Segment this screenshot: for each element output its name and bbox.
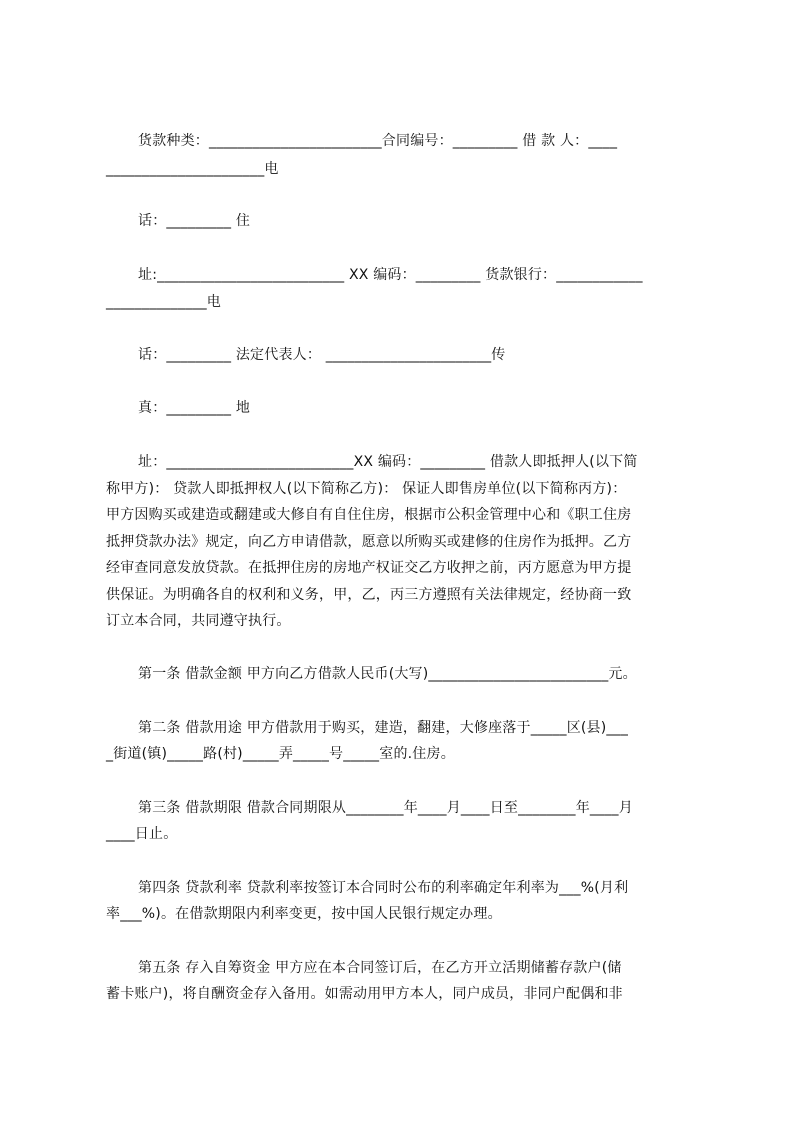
intro-line: 抵押贷款办法》规定，向乙方申请借款，愿意以所购买或建修的住房作为抵押。乙方 (106, 534, 632, 550)
article-4-rate: 第四条 贷款利率 贷款利率按签订本合同时公布的利率确定年利率为___%(月利 (138, 880, 629, 896)
field-loan-type-line: 货款种类：________________________合同编号：_________ 借 款 人：____ (138, 133, 618, 149)
intro-line: 经审查同意发放贷款。在抵押住房的房地产权证交乙方收押之前，丙方愿意为甲方提 (106, 560, 632, 576)
article-5-funds-cont: 蓄卡账户)，将自酬资金存入备用。如需动用甲方本人，同户成员，非同户配偶和非 (106, 986, 623, 1002)
field-bank-cont: ______________电 (106, 294, 221, 310)
intro-line: 订立本合同，共同遵守执行。 (106, 613, 291, 629)
article-3-term: 第三条 借款期限 借款合同期限从________年____月____日至________年____月 (138, 800, 633, 816)
field-legal-rep-line: 话：_________ 法定代表人： _______________________传 (138, 347, 506, 363)
article-4-rate-cont: 率___%)。在借款期限内利率变更，按中国人民银行规定办理。 (106, 906, 502, 922)
article-5-funds: 第五条 存入自筹资金 甲方应在本合同签订后，在乙方开立活期储蓄存款户(储 (138, 960, 622, 976)
article-2-purpose: 第二条 借款用途 甲方借款用于购买，建造，翻建，大修座落于_____区(县)___ (138, 720, 629, 736)
article-3-term-cont: ____日止。 (106, 826, 178, 842)
intro-line: 供保证。为明确各自的权利和义务，甲，乙，丙三方遵照有关法律规定，经协商一致 (106, 587, 632, 603)
article-1-amount: 第一条 借款金额 甲方向乙方借款人民币(大写)_________________________元。 (138, 666, 637, 682)
field-phone-line: 话：_________ 住 (138, 213, 251, 229)
article-2-purpose-cont: _街道(镇)_____路(村)_____弄_____号_____室的.住房。 (106, 746, 455, 762)
field-address2-line: 址：__________________________XX 编码：_________ 借款人即抵押人(以下简 (138, 454, 638, 470)
field-borrower-cont: ______________________电 (106, 161, 279, 177)
intro-line: 称甲方)： 贷款人即抵押权人(以下简称乙方)： 保证人即售房单位(以下简称丙方)： (106, 481, 627, 497)
field-fax-line: 真：_________ 地 (138, 400, 251, 416)
field-address-line: 址:__________________________ XX 编码：_________ 货款银行：____________ (138, 267, 643, 283)
intro-line: 甲方因购买或建造或翻建或大修自有自住住房，根据市公积金管理中心和《职工住房 (106, 507, 632, 523)
